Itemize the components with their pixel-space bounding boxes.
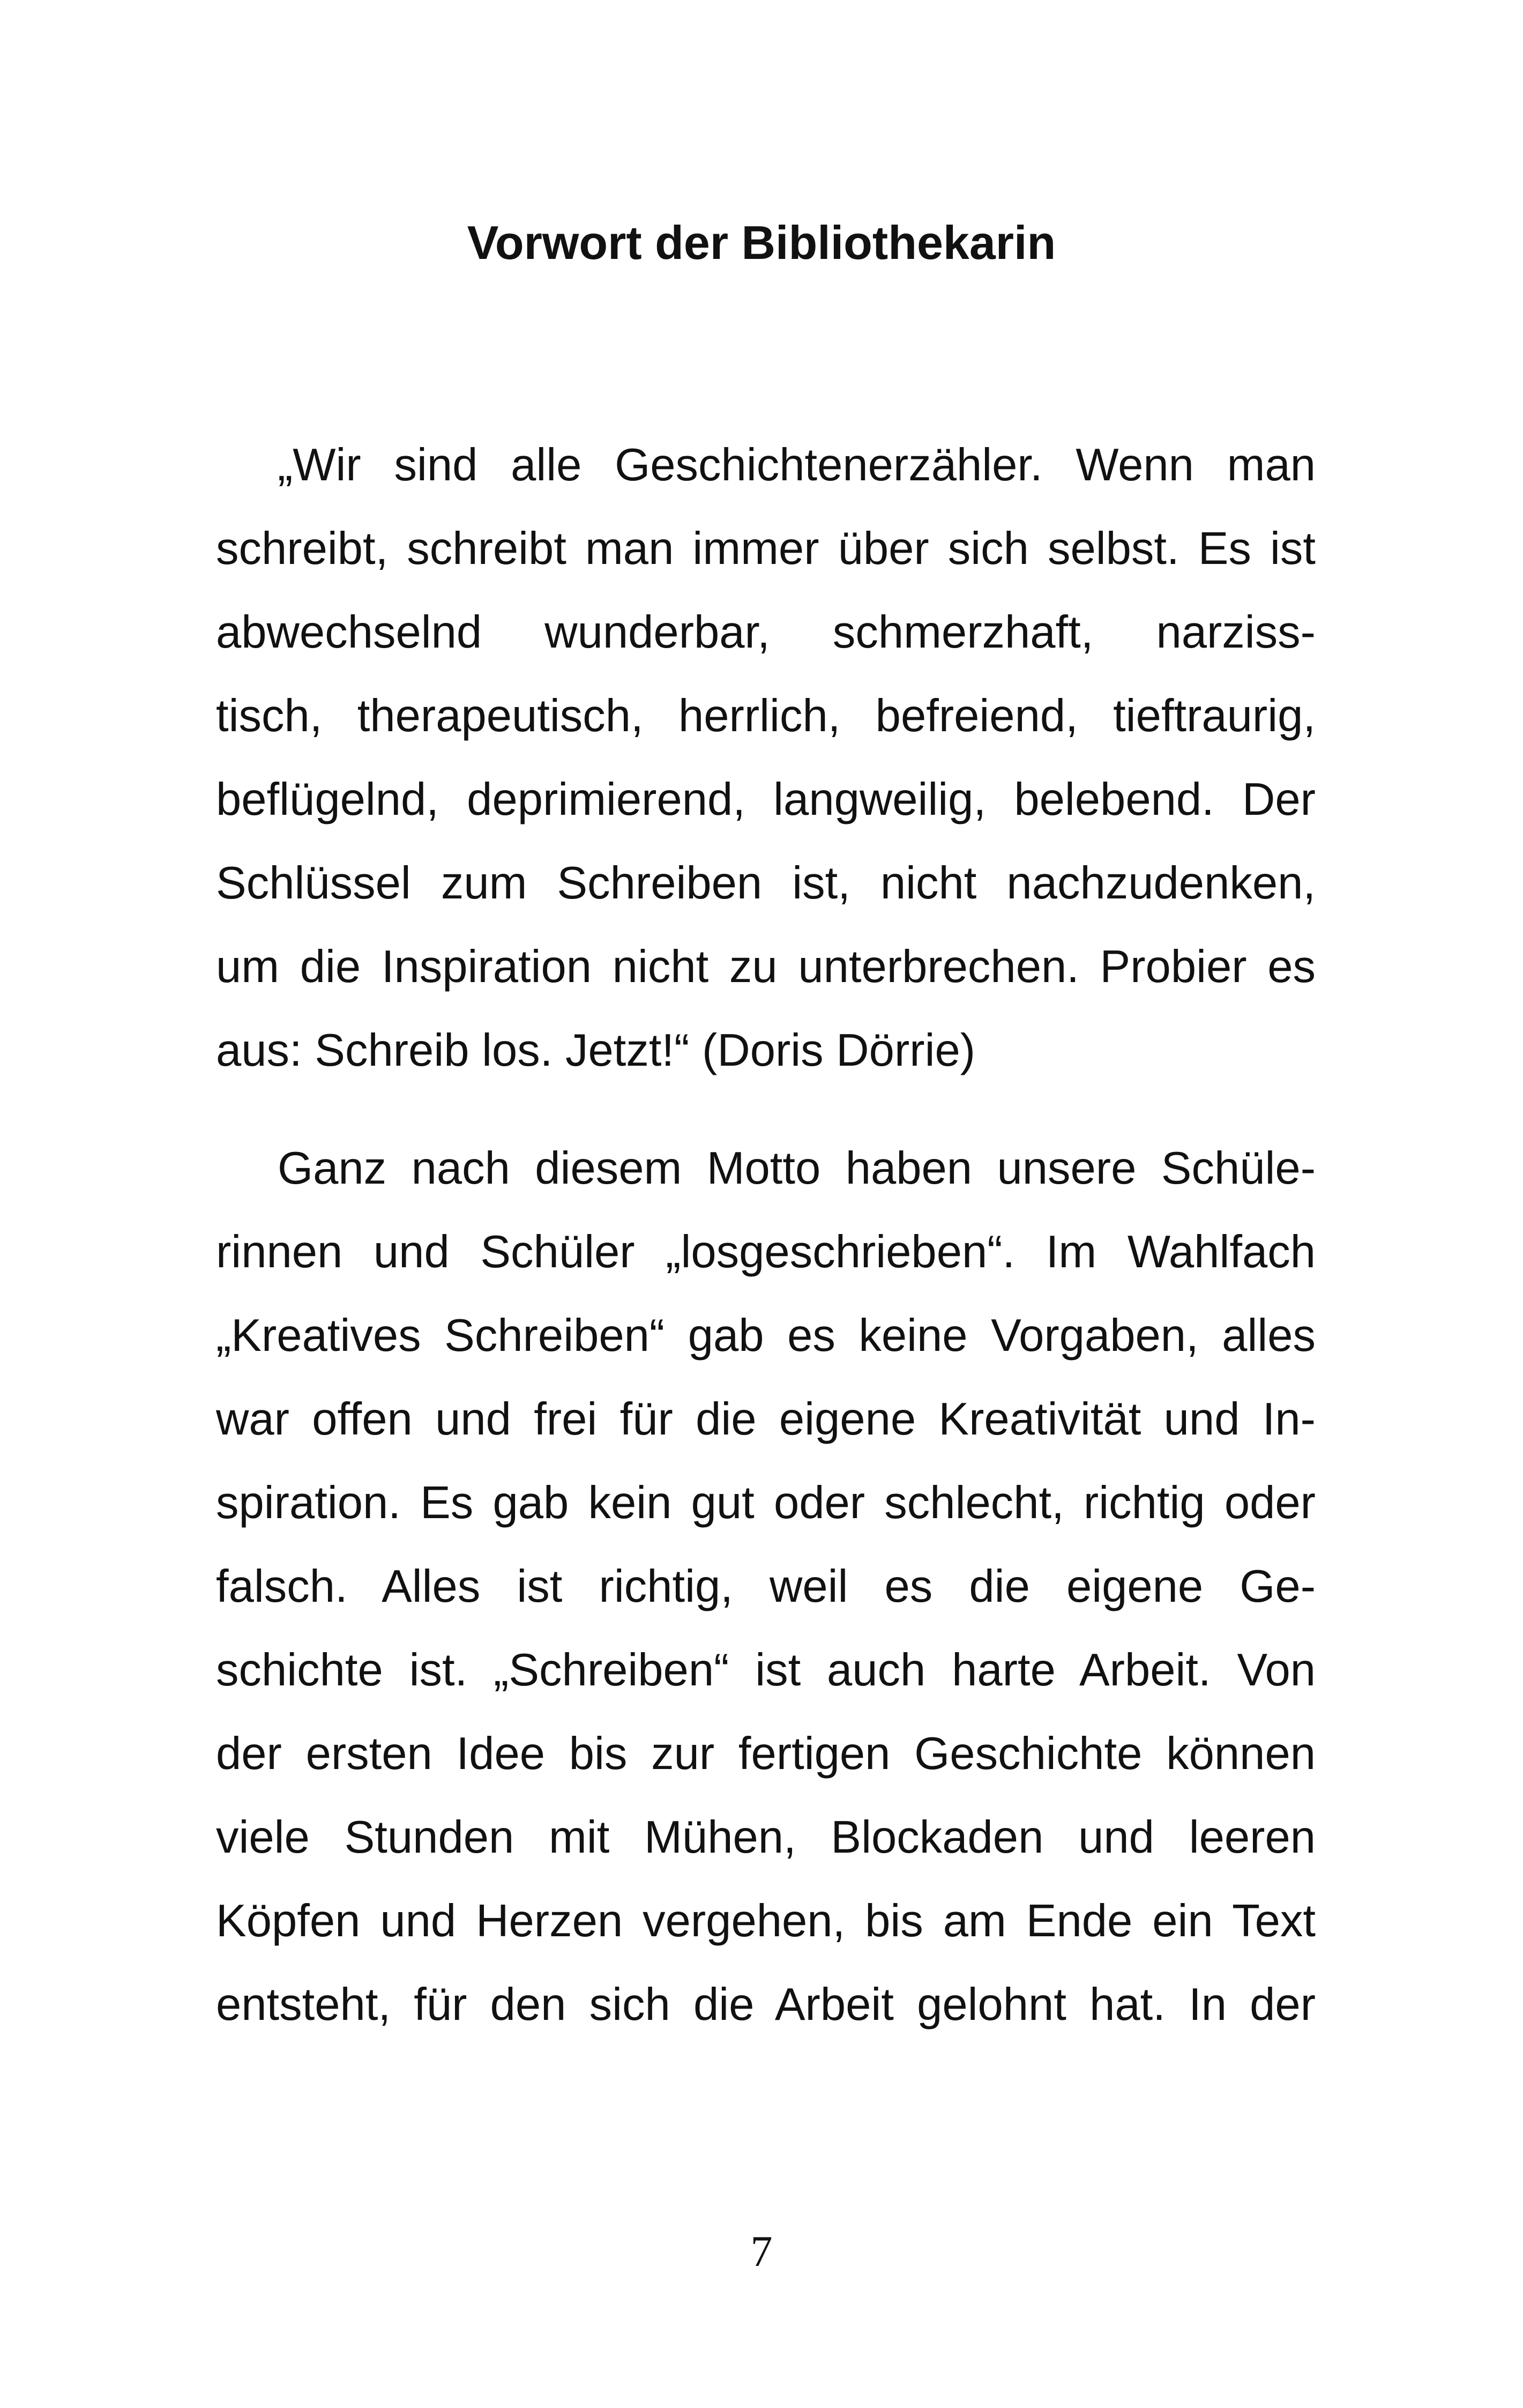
text-line: Köpfen und Herzen vergehen, bis am Ende ein Text (216, 1896, 1316, 1946)
text-line: schreibt, schreibt man immer über sich selbst. Es ist (216, 523, 1316, 574)
text-line: beflügelnd, deprimierend, langweilig, belebend. Der (216, 774, 1316, 825)
text-line: rinnen und Schüler „losgeschrieben“. Im Wahlfach (216, 1227, 1316, 1277)
text-line: um die Inspiration nicht zu unterbrechen. Probier es (216, 941, 1316, 992)
text-line: tisch, therapeutisch, herrlich, befreiend, tieftraurig, (216, 690, 1316, 741)
text-line: spiration. Es gab kein gut oder schlecht, richtig oder (216, 1477, 1316, 1528)
text-line: abwechselnd wunderbar, schmerzhaft, narziss- (216, 607, 1316, 658)
text-line: entsteht, für den sich die Arbeit gelohnt hat. In der (216, 1979, 1316, 2030)
text-line: schichte ist. „Schreiben“ ist auch harte Arbeit. Von (216, 1645, 1316, 1696)
paragraph-body (216, 1127, 1316, 2047)
text-line: falsch. Alles ist richtig, weil es die eigene Ge- (216, 1561, 1316, 1612)
chapter-title: Vorwort der Bibliothekarin (467, 216, 1056, 269)
text-line: war offen und frei für die eigene Kreativität und In- (216, 1394, 1316, 1445)
page-number: 7 (750, 2227, 773, 2276)
text-line: Schlüssel zum Schreiben ist, nicht nachzudenken, (216, 858, 1316, 909)
text-line: „Wir sind alle Geschichtenerzähler. Wenn man (278, 440, 1316, 490)
text-line: Ganz nach diesem Motto haben unsere Schüle- (278, 1143, 1316, 1194)
text-line: „Kreatives Schreiben“ gab es keine Vorgaben, alles (216, 1310, 1316, 1361)
text-line: aus: Schreib los. Jetzt!“ (Doris Dörrie) (216, 1025, 976, 1076)
paragraph-quote (216, 423, 1316, 1092)
text-line: viele Stunden mit Mühen, Blockaden und leeren (216, 1812, 1316, 1863)
text-line: der ersten Idee bis zur fertigen Geschichte können (216, 1728, 1316, 1779)
